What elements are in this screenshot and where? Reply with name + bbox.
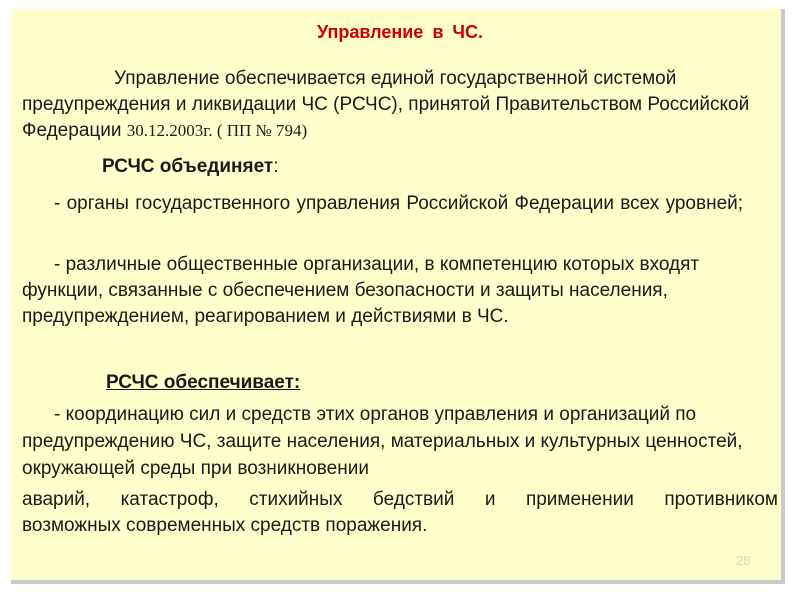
provides-heading: РСЧС обеспечивает: [106,372,301,393]
title-word-3: ЧС. [452,22,484,42]
provides-item-1 [22,401,778,482]
provides-item-1-cont-line2: возможных современных средств поражения. [22,515,428,536]
unites-item-2: - различные общественные организации, в компетенцию которых входят функции, связанные с обеспечением безопасности и защиты населения, предупреждением, реагированием и действиями в ЧС. [22,254,700,327]
intro-date-reference: 30.12.2003г. ( ПП № 794) [126,121,308,140]
provides-item-1-dash: - [54,404,66,425]
title-word-2: в [432,22,444,42]
unites-item-1: - органы государственного управления Российской Федерации всех уровней; [54,193,744,214]
intro-paragraph [22,66,778,144]
page-number: 28 [736,553,751,568]
intro-text: Управление обеспечивается единой государственной системой предупреждения и ликвидации ЧС (РСЧС), принятой Правительством Российской Федерации [22,68,750,141]
provides-item-1-text: координацию сил и средств этих органов управления и организаций по предупреждению ЧС, защите населения, материальных и культурных ценностей, окружающей среды при возникновении [22,404,743,479]
title-word-1: Управление [316,22,424,42]
unites-colon: : [273,156,279,177]
provides-item-1-cont-line1: аварий, катастроф, стихийных бедствий и применении противником [22,489,778,510]
unites-heading-line [102,154,702,180]
slide-title [0,22,800,43]
unites-heading: РСЧС объединяет [102,156,274,177]
